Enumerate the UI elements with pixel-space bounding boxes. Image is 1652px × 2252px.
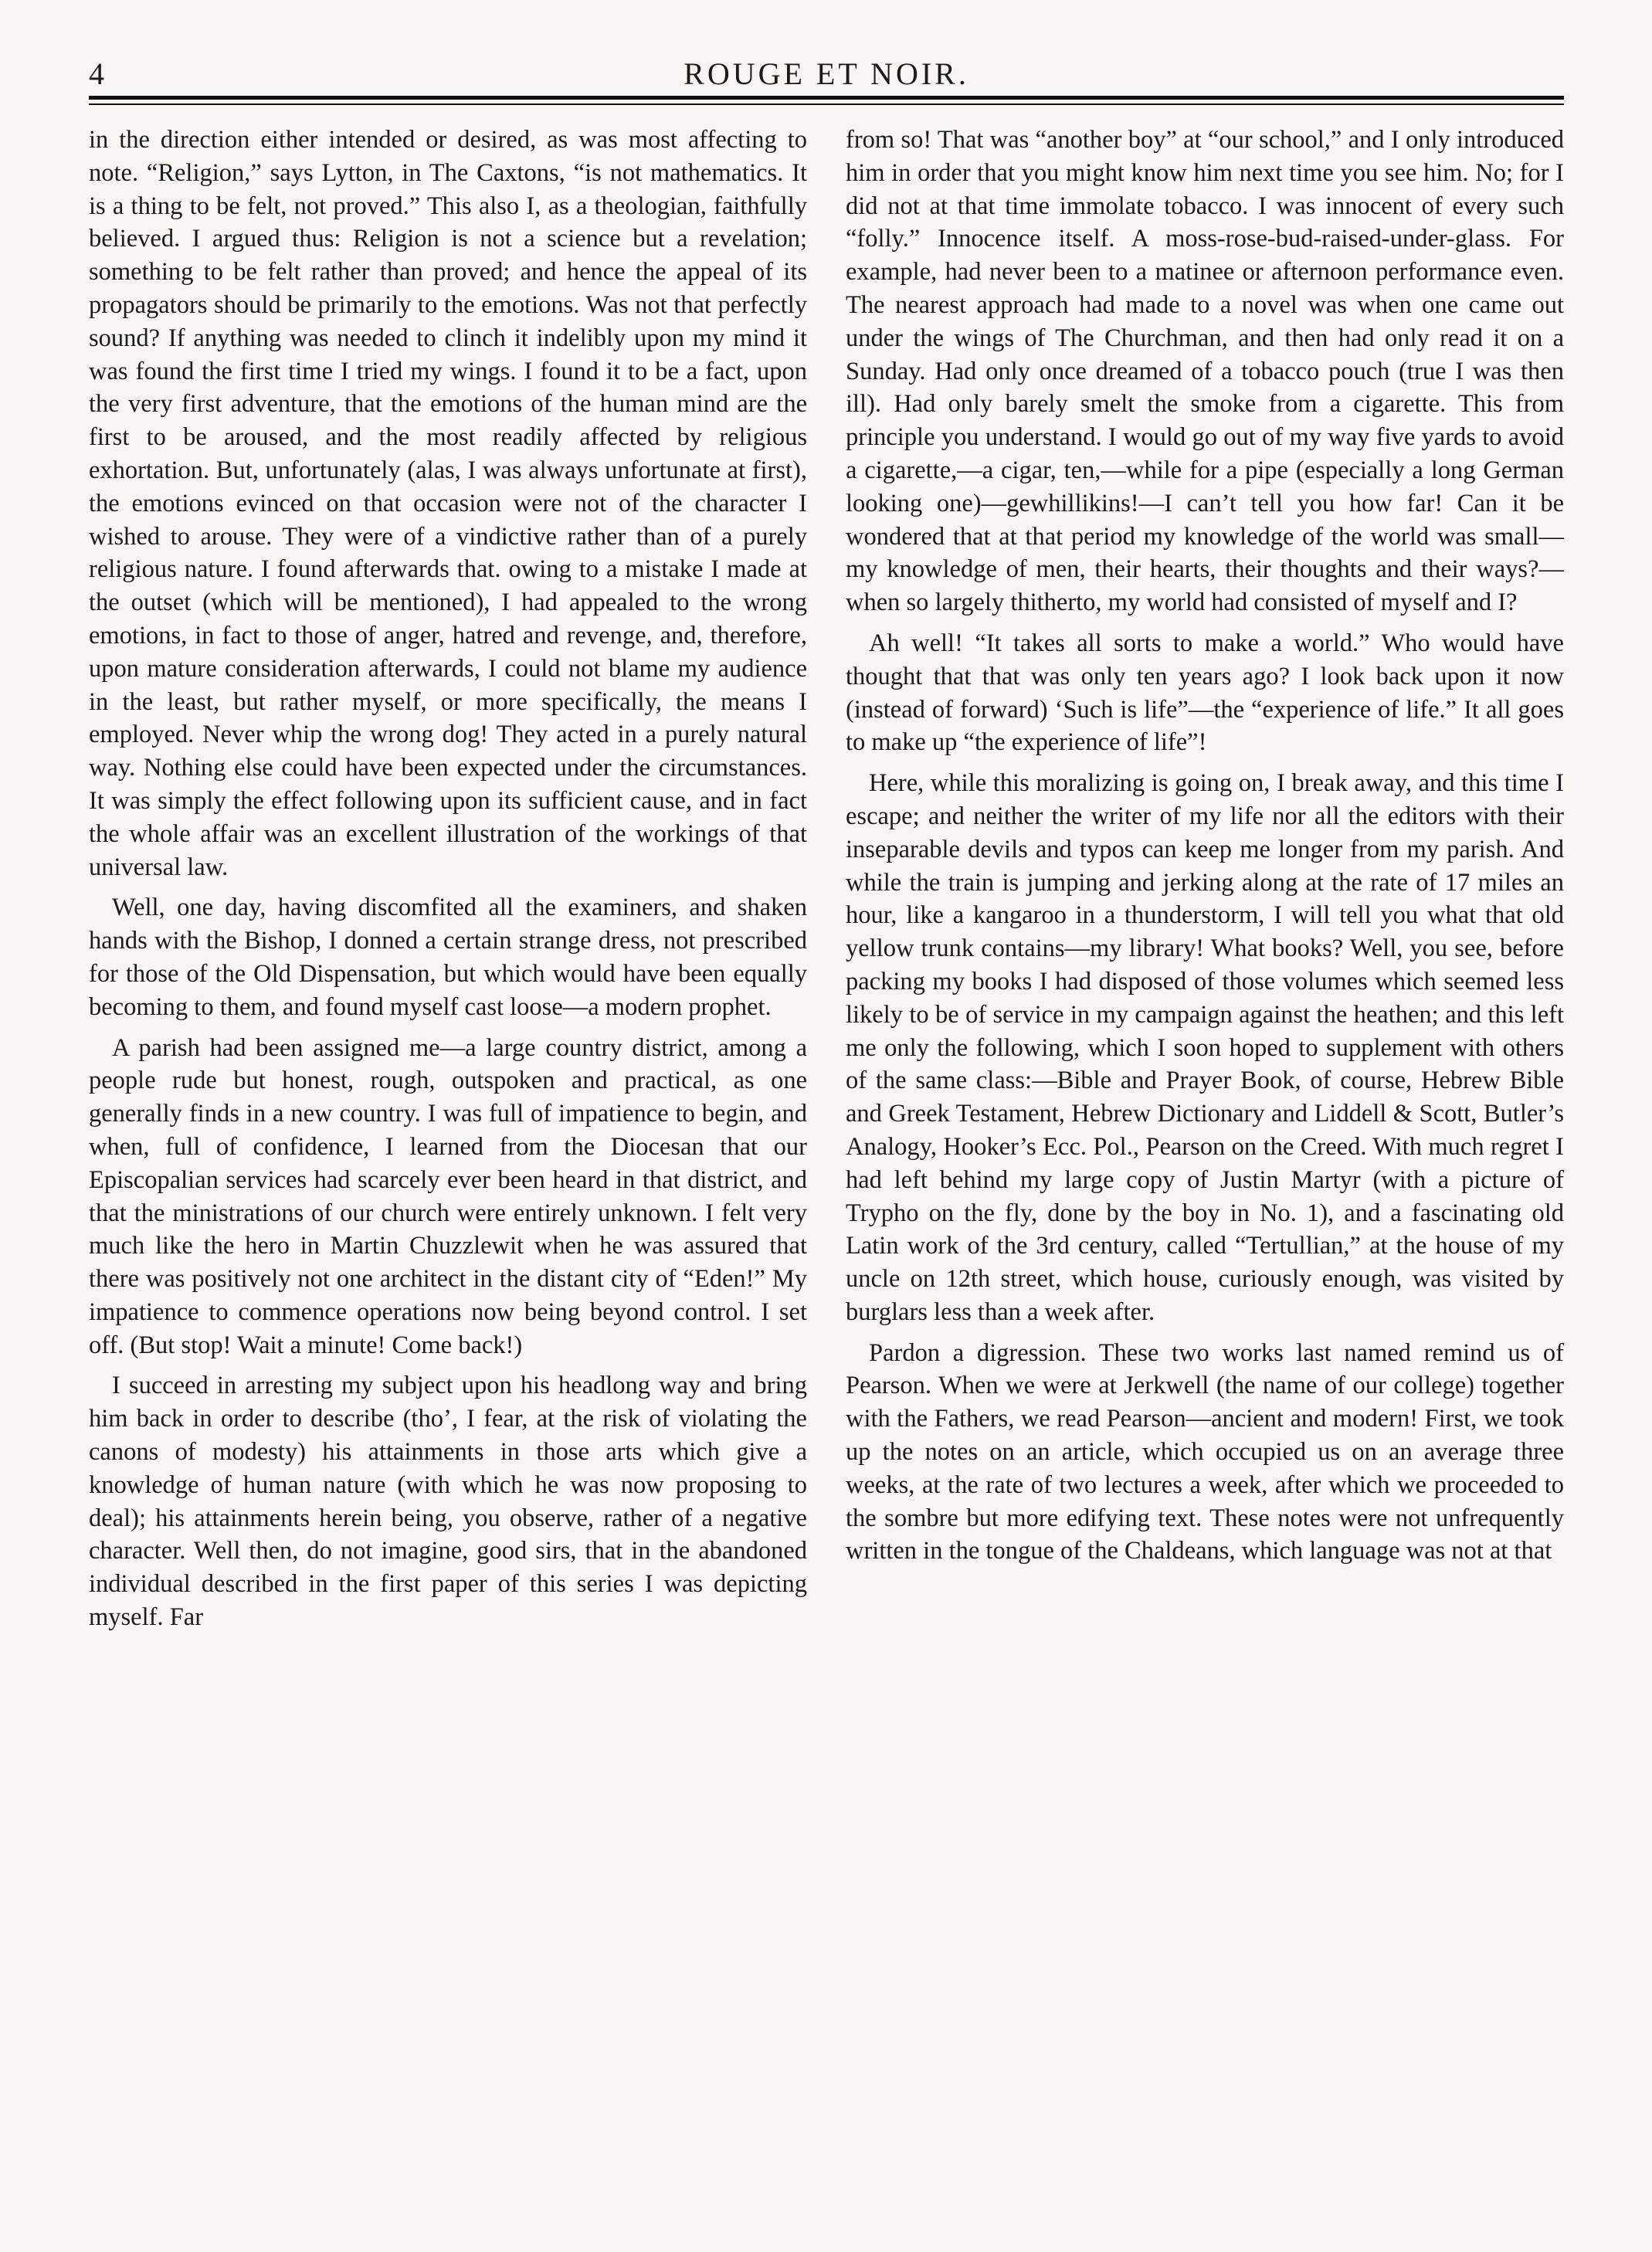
header-rule-thin bbox=[89, 103, 1564, 105]
page-header bbox=[89, 48, 1564, 102]
page-number: 4 bbox=[89, 56, 105, 91]
paragraph: A parish had been assigned me—a large country district, among a people rude but honest, rough, outspoken and practical, as one generally finds in a new country. I was full of impatience to begin, and when, full of confidence, I learned from the Diocesan that our Episcopalian services had scarcely ever been heard in that district, and that the ministrations of our church were entirely unknown. I felt very much like the hero in Martin Chuzzlewit when he was assured that there was positively not one architect in the distant city of “Eden!” My impatience to commence operations now being beyond control. I set off. (But stop! Wait a minute! Come back!) bbox=[89, 1033, 807, 1359]
paragraph: Pardon a digression. These two works last named remind us of Pearson. When we were at Jerkwell (the name of our college) together with the Fathers, we read Pearson—ancient and modern! First, we took up the notes on an article, which occupied us on an average three weeks, at the rate of two lectures a week, after which we proceeded to the sombre but more edifying text. These notes were not unfrequently written in the tongue of the Chaldeans, which language was not at that bbox=[846, 1338, 1564, 1565]
paragraph: in the direction either intended or desired, as was most affecting to note. “Religion,” says Lytton, in The Caxtons, “is not mathematics. It is a thing to be felt, not proved.” This also I, as a theologian, faithfully believed. I argued thus: Religion is not a science but a revelation; something to be felt rather than proved; and hence the appeal of its propagators should be primarily to the emotions. Was not that perfectly sound? If anything was needed to clinch it indelibly upon my mind it was found the first time I tried my wings. I found it to be a fact, upon the very first adventure, that the emotions of the human mind are the first to be aroused, and the most readily affected by religious exhortation. But, unfortunately (alas, I was always unfortunate at first), the emotions evinced on that occasion were not of the character I wished to arouse. They were of a vindictive rather than of a purely religious nature. I found afterwards that. owing to a mistake I made at the outset (which will be mentioned), I had appealed to the wrong emotions, in fact to those of anger, hatred and revenge, and, therefore, upon mature consideration afterwards, I could not blame my audience in the least, but rather myself, or more specifically, the means I employed. Never whip the wrong dog! They acted in a purely natural way. Nothing else could have been expected under the circumstances. It was simply the effect following upon its sufficient cause, and in fact the whole affair was an excellent illustration of the workings of that universal law. bbox=[89, 126, 807, 881]
paragraph: I succeed in arresting my subject upon his headlong way and bring him back in order to describe (tho’, I fear, at the risk of violating the canons of modesty) his attainments in those arts which give a knowledge of human nature (with which he was now proposing to deal); his attainments herein being, you observe, rather of a negative character. Well then, do not imagine, good sirs, that in the abandoned individual described in the first paper of this series I was depicting myself. Far bbox=[89, 1372, 807, 1632]
paragraph: Ah well! “It takes all sorts to make a world.” Who would have thought that that was only ten years ago? I look back upon it now (instead of forward) ‘Such is life”—the “experience of life.” It all goes to make up “the experience of life”! bbox=[846, 629, 1564, 757]
right-column bbox=[846, 124, 1564, 1568]
header-rule-thick bbox=[89, 96, 1564, 100]
paragraph: from so! That was “another boy” at “our school,” and I only introduced him in order that you might know him next time you see him. No; for I did not at that time immolate tobacco. I was innocent of every such “folly.” Innocence itself. A moss-rose-bud-raised-under-glass. For example, had never been to a matinee or afternoon performance even. The nearest approach had made to a novel was when one came out under the wings of The Churchman, and then had only read it on a Sunday. Had only once dreamed of a tobacco pouch (true I was then ill). Had only barely smelt the smoke from a cigarette. This from principle you understand. I would go out of my way five yards to avoid a cigarette,—a cigar, ten,—while for a pipe (especially a long German looking one)—gewhillikins!—I can’t tell you how far! Can it be wondered that at that period my knowledge of the world was small—my knowledge of men, their hearts, their thoughts and their ways?—when so largely thitherto, my world had consisted of myself and I? bbox=[846, 126, 1564, 617]
article-body bbox=[89, 124, 1564, 2101]
running-title: ROUGE ET NOIR. bbox=[684, 56, 969, 91]
paragraph: Well, one day, having discomfited all the examiners, and shaken hands with the Bishop, I donned a certain strange dress, not prescribed for those of the Old Dispensation, but which would have been equally becoming to them, and found myself cast loose—a modern prophet. bbox=[89, 894, 807, 1021]
paragraph: Here, while this moralizing is going on, I break away, and this time I escape; and neither the writer of my life nor all the editors with their inseparable devils and typos can keep me longer from my parish. And while the train is jumping and jerking along at the rate of 17 miles an hour, like a kangaroo in a thunderstorm, I will tell you what that old yellow trunk contains—my library! What books? Well, you see, before packing my books I had disposed of those volumes which seemed less likely to be of service in my campaign against the heathen; and this left me only the following, which I soon hoped to supplement with others of the same class:—Bible and Prayer Book, of course, Hebrew Bible and Greek Testament, Hebrew Dictionary and Liddell & Scott, Butler’s Analogy, Hooker’s Ecc. Pol., Pearson on the Creed. With much regret I had left behind my large copy of Justin Martyr (with a picture of Trypho on the fly, done by the boy in No. 1), and a fascinating old Latin work of the 3rd century, called “Tertullian,” at the house of my uncle on 12th street, which house, curiously enough, was visited by burglars less than a week after. bbox=[846, 769, 1564, 1326]
left-column bbox=[89, 124, 807, 1634]
